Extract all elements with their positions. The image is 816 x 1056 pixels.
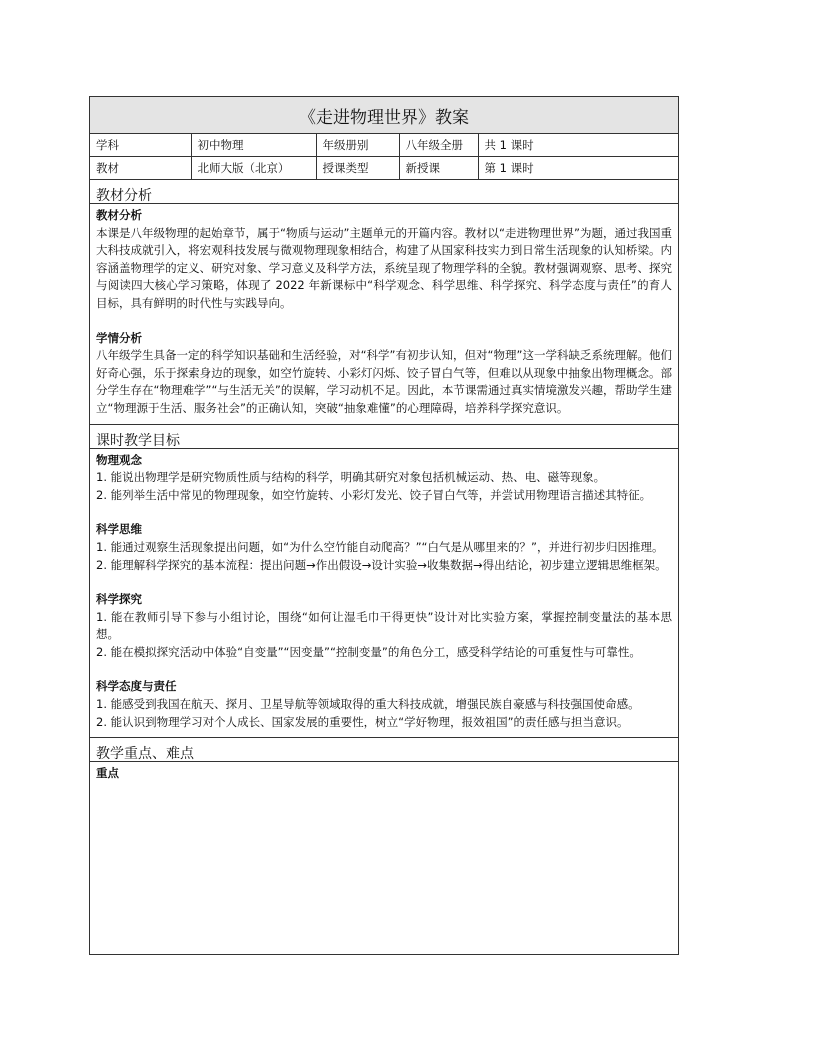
info-row-subject [90, 134, 678, 157]
goal-group-title: 科学探究 [96, 592, 142, 607]
section-heading-goals: 课时教学目标 [90, 425, 678, 449]
goal-item: 2. 能在模拟探究活动中体验“自变量”“因变量”“控制变量”的角色分工，感受科学结论的可重复性与可靠性。 [96, 644, 641, 659]
info-cell: 授课类型 [316, 157, 399, 180]
paragraph-textbook-analysis: 本课是八年级物理的起始章节，属于“物质与运动”主题单元的开篇内容。教材以“走进物理世界”为题，通过我国重大科技成就引入，将宏观科技发展与微观物理现象相结合，构建了从国家科技实力到日常生活现象的认知桥梁。内容涵盖物理学的定义、研究对象、学习意义及科学方法，系统呈现了物理学科的全貌。教材强调观察、思考、探究与阅读四大核心学习策略，体现了 2022 年新课标中“科学观念、科学思维、科学探究、科学态度与责任”的育人目标，具有鲜明的时代性与实践导向。 [96, 225, 672, 310]
section-body-key-points [90, 762, 678, 789]
section-heading-key-points: 教学重点、难点 [90, 738, 678, 762]
goal-item: 2. 能认识到物理学习对个人成长、国家发展的重要性，树立“学好物理，报效祖国”的责任感与担当意识。 [96, 714, 629, 729]
goal-item: 1. 能通过观察生活现象提出问题，如“为什么空竹能自动爬高？”“白气是从哪里来的？”，并进行初步归因推理。 [96, 539, 664, 554]
info-cell: 教材 [90, 157, 191, 180]
subheading-textbook-analysis: 教材分析 [96, 208, 142, 222]
section-heading-analysis: 教材分析 [90, 180, 678, 204]
goal-group-title: 科学思维 [96, 522, 142, 537]
subheading-student-analysis: 学情分析 [96, 330, 142, 345]
goal-item: 2. 能列举生活中常见的物理现象，如空竹旋转、小彩灯发光、饺子冒白气等，并尝试用物理语言描述其特征。 [96, 487, 652, 502]
info-cell: 北师大版（北京） [191, 157, 316, 180]
subheading-key-point: 重点 [96, 766, 119, 781]
info-table [90, 134, 678, 180]
document-title: 《走进物理世界》教案 [90, 97, 678, 134]
info-cell: 学科 [90, 134, 191, 157]
info-cell: 初中物理 [191, 134, 316, 157]
goal-item: 1. 能说出物理学是研究物质性质与结构的科学，明确其研究对象包括机械运动、热、电、磁等现象。 [96, 470, 606, 485]
goal-item: 2. 能理解科学探究的基本流程：提出问题→作出假设→设计实验→收集数据→得出结论，初步建立逻辑思维框架。 [96, 557, 667, 572]
goal-group-title: 科学态度与责任 [96, 679, 177, 694]
info-cell: 年级册别 [316, 134, 399, 157]
goal-item: 1. 能感受到我国在航天、探月、卫星导航等领域取得的重大科技成就，增强民族自豪感与科技强国使命感。 [96, 697, 640, 712]
info-cell: 新授课 [399, 157, 478, 180]
paragraph-student-analysis: 八年级学生具备一定的科学知识基础和生活经验，对“科学”有初步认知，但对“物理”这一学科缺乏系统理解。他们好奇心强，乐于探索身边的现象，如空竹旋转、小彩灯闪烁、饺子冒白气等，但难以从现象中抽象出物理概念。部分学生存在“物理难学”“与生活无关”的误解，学习动机不足。因此，本节课需通过真实情境激发兴趣，帮助学生建立“物理源于生活、服务社会”的正确认知，突破“抽象难懂”的心理障碍，培养科学探究意识。 [96, 348, 672, 415]
goal-group-title: 物理观念 [96, 452, 142, 467]
lesson-plan-document [89, 96, 679, 955]
info-cell: 第 1 课时 [478, 157, 678, 180]
info-cell: 共 1 课时 [478, 134, 678, 157]
goal-item: 1. 能在教师引导下参与小组讨论，围绕“如何让湿毛巾干得更快”设计对比实验方案，掌握控制变量法的基本思想。 [96, 609, 672, 642]
section-body-goals [90, 449, 678, 739]
info-row-textbook [90, 157, 678, 180]
info-cell: 八年级全册 [399, 134, 478, 157]
section-body-analysis [90, 204, 678, 425]
